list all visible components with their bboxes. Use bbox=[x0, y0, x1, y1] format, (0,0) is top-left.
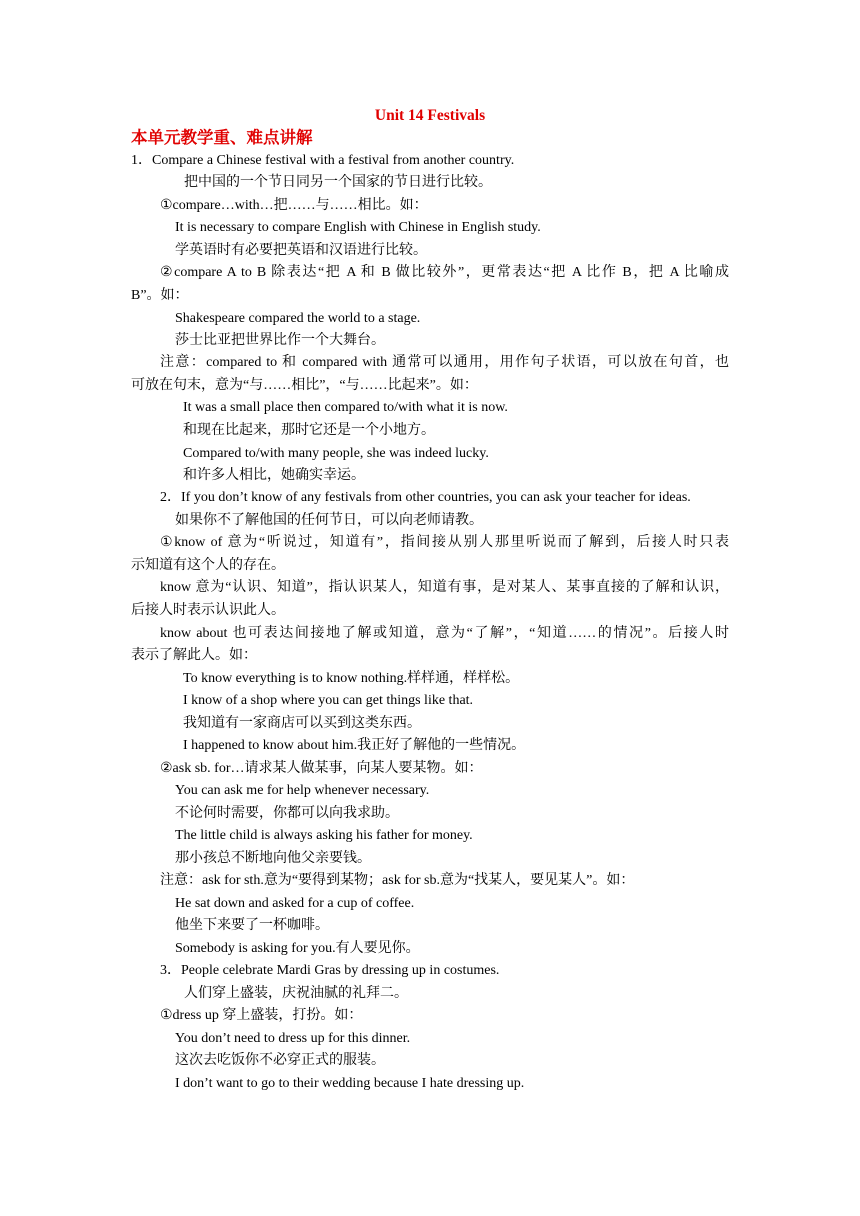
text-line: You don’t need to dress up for this dinner. bbox=[175, 1031, 411, 1046]
text-line: 注意：ask for sth.意为“要得到某物；ask for sb.意为“找某人，要见某人”。如： bbox=[160, 873, 635, 888]
text-line: Shakespeare compared the world to a stage. bbox=[175, 311, 421, 326]
text-line: 不论何时需要，你都可以向我求助。 bbox=[175, 806, 399, 821]
text-line: 注意：compared to 和 compared with 通常可以通用，用作句子状语，可以放在句首，也 bbox=[160, 355, 729, 370]
text-line: 把中国的一个节日同另一个国家的节日进行比较。 bbox=[184, 175, 492, 190]
text-line: I happened to know about him.我正好了解他的一些情况。 bbox=[183, 738, 526, 753]
text-line: know 意为“认识、知道”，指认识某人，知道有事，是对某人、某事直接的了解和认识， bbox=[160, 580, 729, 595]
section-heading: 本单元教学重、难点讲解 bbox=[131, 128, 313, 147]
text-line: 莎士比亚把世界比作一个大舞台。 bbox=[175, 333, 385, 348]
text-line: 这次去吃饭你不必穿正式的服装。 bbox=[175, 1053, 385, 1068]
text-line: To know everything is to know nothing.样样通，样样松。 bbox=[183, 671, 520, 686]
text-line: ①compare…with…把……与……相比。如： bbox=[160, 198, 428, 213]
text-line: B”。如： bbox=[131, 288, 189, 303]
text-line: 如果你不了解他国的任何节日，可以向老师请教。 bbox=[175, 513, 483, 528]
text-line: ②ask sb. for…请求某人做某事，向某人要某物。如： bbox=[160, 761, 483, 776]
text-line: ①dress up 穿上盛装，打扮。如： bbox=[160, 1008, 363, 1023]
text-line: ②compare A to B 除表达“把 A 和 B 做比较外”，更常表达“把 A 比作 B，把 A 比喻成 bbox=[160, 265, 729, 280]
text-line: Compared to/with many people, she was indeed lucky. bbox=[183, 446, 489, 461]
text-line: 示知道有这个人的存在。 bbox=[131, 558, 285, 573]
text-line: 1．Compare a Chinese festival with a festival from another country. bbox=[131, 153, 515, 168]
text-line: ①know of 意为“听说过，知道有”，指间接从别人那里听说而了解到，后接人时只表 bbox=[160, 535, 729, 550]
text-line: It is necessary to compare English with Chinese in English study. bbox=[175, 220, 541, 235]
text-line: 表示了解此人。如： bbox=[131, 648, 257, 663]
document-title: Unit 14 Festivals bbox=[374, 107, 486, 124]
text-line: 和现在比起来，那时它还是一个小地方。 bbox=[183, 423, 435, 438]
text-line: He sat down and asked for a cup of coffee. bbox=[175, 896, 415, 911]
text-line: 后接人时表示认识此人。 bbox=[131, 603, 285, 618]
text-line: It was a small place then compared to/with what it is now. bbox=[183, 400, 508, 415]
text-line: know about 也可表达间接地了解或知道，意为“了解”，“知道……的情况”。后接人时 bbox=[160, 626, 729, 641]
text-line: 人们穿上盛装，庆祝油腻的礼拜二。 bbox=[184, 986, 408, 1001]
text-line: 我知道有一家商店可以买到这类东西。 bbox=[183, 716, 421, 731]
text-line: 学英语时有必要把英语和汉语进行比较。 bbox=[175, 243, 427, 258]
text-line: I don’t want to go to their wedding because I hate dressing up. bbox=[175, 1076, 525, 1091]
text-line: 那小孩总不断地向他父亲要钱。 bbox=[175, 851, 371, 866]
text-line: You can ask me for help whenever necessary. bbox=[175, 783, 430, 798]
text-line: I know of a shop where you can get things like that. bbox=[183, 693, 474, 708]
text-line: Somebody is asking for you.有人要见你。 bbox=[175, 941, 420, 956]
text-line: 2．If you don’t know of any festivals from other countries, you can ask your teacher for ideas. bbox=[160, 490, 691, 505]
text-line: 3．People celebrate Mardi Gras by dressing up in costumes. bbox=[160, 963, 500, 978]
text-line: The little child is always asking his father for money. bbox=[175, 828, 473, 843]
text-line: 他坐下来要了一杯咖啡。 bbox=[175, 918, 329, 933]
text-line: 和许多人相比，她确实幸运。 bbox=[183, 468, 365, 483]
text-line: 可放在句末，意为“与……相比”，“与……比起来”。如： bbox=[131, 378, 478, 393]
